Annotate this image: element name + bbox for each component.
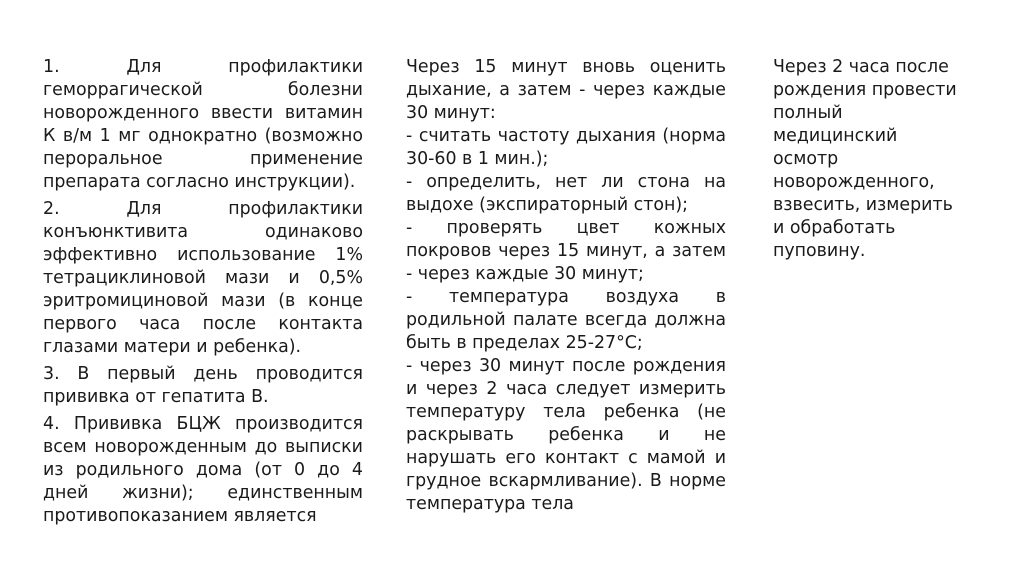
skin-color-item: - проверять цвет кожных покровов через 15 минут, а затем - через каждые 30 минут;	[406, 218, 726, 284]
middle-column	[406, 56, 726, 516]
breathing-intro: Через 15 минут вновь оценить дыхание, а затем - через каждые 30 минут:	[406, 57, 726, 123]
list-item-vitamin-k: 1. Для профилактики геморрагической болезни новорожденного ввести витамин К в/м 1 мг однократно (возможно пероральное применение препарата согласно инструкции).	[43, 57, 363, 192]
right-column	[773, 56, 963, 263]
examination-text: Через 2 часа после рождения провести полный медицинский осмотр новорожденного, взвесить, измерить и обработать пуповину.	[773, 57, 957, 261]
room-temperature-item: - температура воздуха в родильной палате всегда должна быть в пределах 25-27°С;	[406, 287, 726, 353]
breathing-rate-item: - считать частоту дыхания (норма 30-60 в 1 мин.);	[406, 126, 726, 169]
expiratory-groan-item: - определить, нет ли стона на выдохе (экспираторный стон);	[406, 172, 726, 215]
body-temperature-item: - через 30 минут после рождения и через 2 часа следует измерить температуру тела ребенка (не раскрывать ребенка и не нарушать его контакт с мамой и грудное вскармливание). В норме температура тела	[406, 356, 726, 514]
left-column	[43, 56, 363, 532]
list-item-hepatitis-b: 3. В первый день проводится прививка от гепатита В.	[43, 364, 363, 407]
list-item-conjunctivitis: 2. Для профилактики конъюнктивита одинаково эффективно использование 1% тетрациклиновой мази и 0,5% эритромициновой мази (в конце первого часа после контакта глазами матери и ребенка).	[43, 199, 363, 357]
list-item-bcg: 4. Прививка БЦЖ производится всем новорожденным до выписки из родильного дома (от 0 до 4 дней жизни); единственным противопоказанием является	[43, 414, 363, 526]
